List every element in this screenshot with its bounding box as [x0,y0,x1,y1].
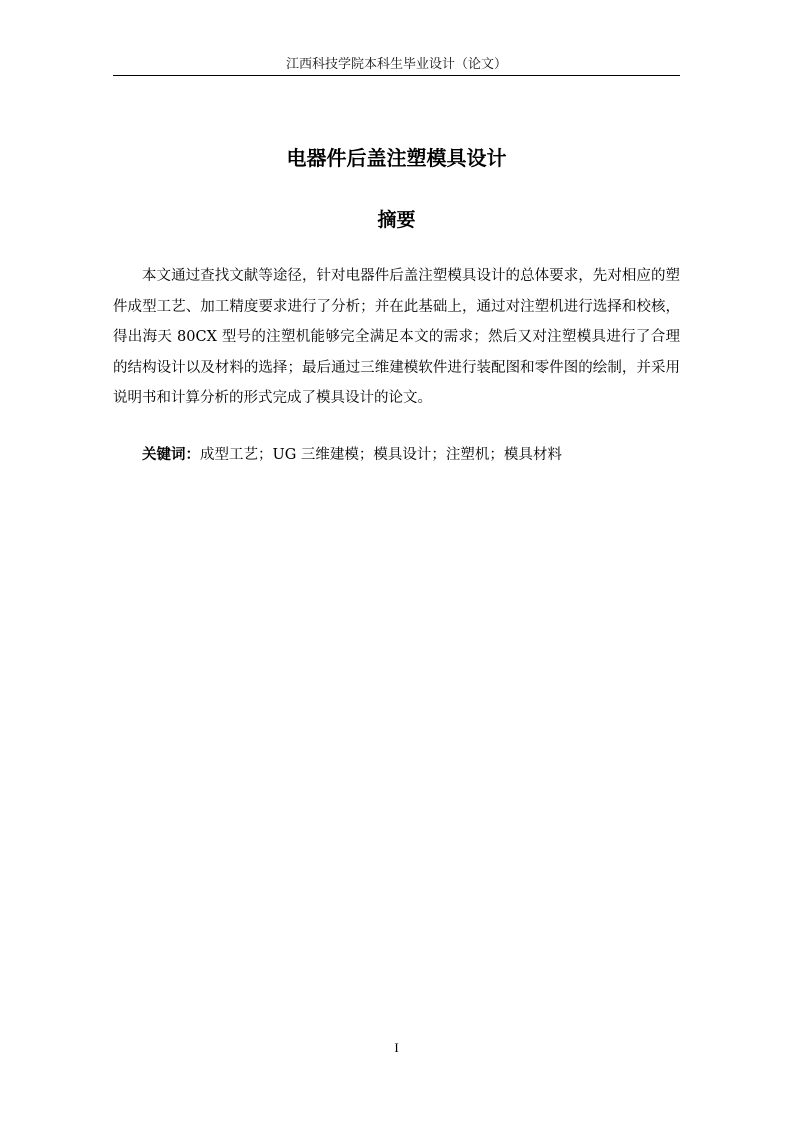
keywords-text: 成型工艺；UG 三维建模；模具设计；注塑机；模具材料 [200,447,562,463]
abstract-heading: 摘要 [377,209,416,231]
header-divider [113,75,680,76]
running-header: 江西科技学院本科生毕业设计（论文） [285,57,507,72]
page-number: I [394,1040,399,1055]
keywords-line [113,441,680,469]
document-title: 电器件后盖注塑模具设计 [286,146,507,170]
keywords-label: 关键词： [142,447,200,463]
abstract-body: 本文通过查找文献等途径，针对电器件后盖注塑模具设计的总体要求，先对相应的塑件成型工艺、加工精度要求进行了分析；并在此基础上，通过对注塑机进行选择和校核，得出海天 80CX 型号的注塑机能够完全满足本文的需求；然后又对注塑模具进行了合理的结构设计以及材料的选择；最后通过三维建模软件进行装配图和零件图的绘制，并采用说明书和计算分析的形式完成了模具设计的论文。 [113,268,680,406]
